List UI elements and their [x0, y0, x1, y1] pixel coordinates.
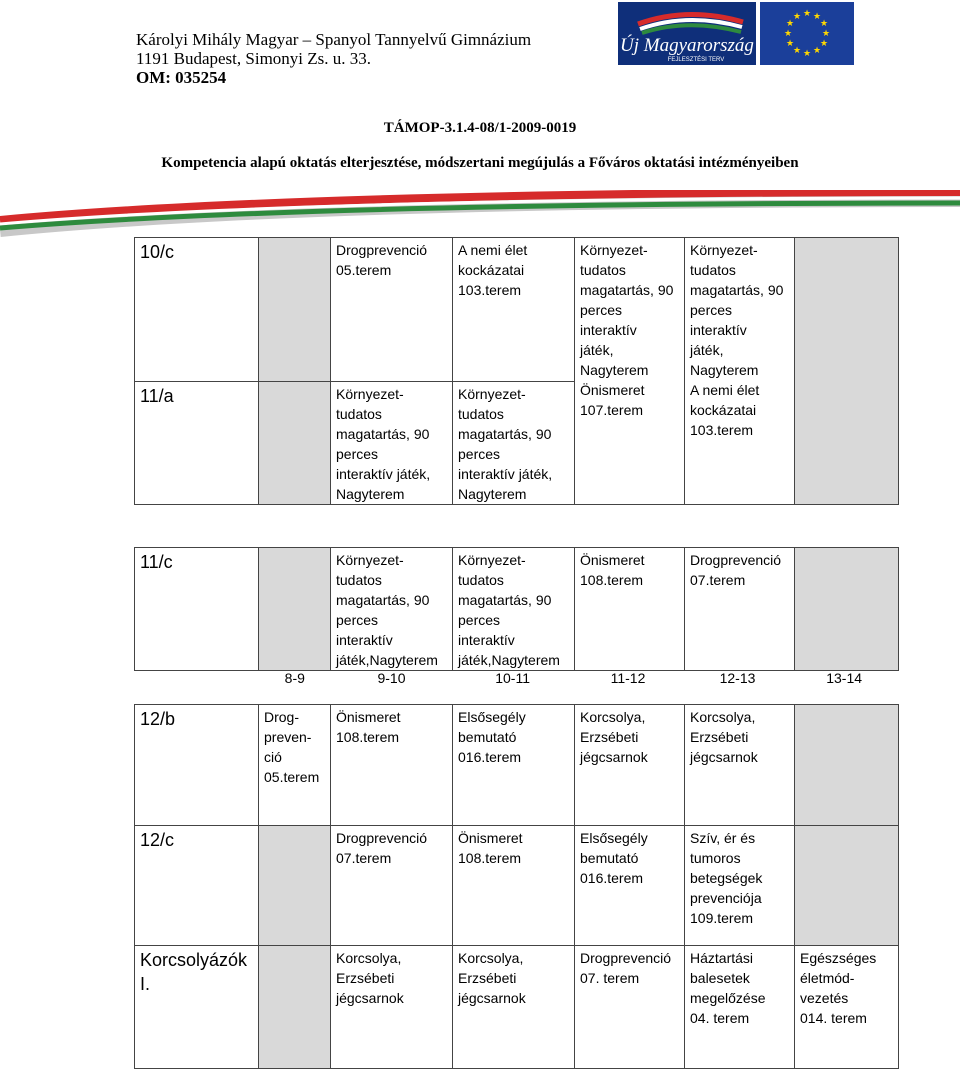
svg-text:★: ★: [802, 9, 812, 19]
class-label: 10/c: [135, 238, 259, 382]
empty-slot: [259, 238, 331, 382]
empty-slot: [795, 705, 899, 826]
schedule-cell: Korcsolya, Erzsébeti jégcsarnok: [575, 705, 685, 826]
logo-wordmark: Új Magyarország: [620, 35, 754, 56]
empty-slot: [795, 238, 899, 505]
table-row: [135, 238, 899, 382]
schedule-cell: A nemi élet kockázatai 103.terem: [453, 238, 575, 382]
schedule-cell: Drogprevenció 07.terem: [331, 826, 453, 946]
schedule-cell: Háztartási balesetek megelőzése 04. terem: [685, 946, 795, 1069]
school-address: 1191 Budapest, Simonyi Zs. u. 33.: [136, 49, 372, 68]
empty-slot: [795, 548, 899, 671]
empty-slot: [259, 946, 331, 1069]
schedule-cell: Környezet- tudatos magatartás, 90 perces interaktív játék, Nagyterem Önismeret 107.terem: [575, 238, 685, 505]
project-subtitle: Kompetencia alapú oktatás elterjesztése, módszertani megújulás a Főváros oktatási intézményeiben: [161, 155, 799, 171]
schedule-cell: Környezet- tudatos magatartás, 90 perces interaktív játék,Nagyterem: [453, 548, 575, 671]
svg-text:★: ★: [783, 29, 793, 39]
eu-flag: [760, 2, 854, 65]
svg-text:★: ★: [812, 46, 822, 56]
schedule-cell: Szív, ér és tumoros betegségek prevenciója 109.terem: [685, 826, 795, 946]
svg-text:★: ★: [819, 19, 829, 29]
svg-text:★: ★: [812, 12, 822, 22]
schedule-cell: Környezet- tudatos magatartás, 90 perces interaktív játék, Nagyterem: [453, 382, 575, 505]
time-slot-header: [135, 668, 897, 688]
schedule-table-2: [134, 547, 899, 671]
svg-text:★: ★: [802, 49, 812, 59]
table-row: [135, 548, 899, 671]
schedule-cell: Korcsolya, Erzsébeti jégcsarnok: [453, 946, 575, 1069]
svg-text:★: ★: [785, 19, 795, 29]
schedule-cell: Környezet- tudatos magatartás, 90 perces interaktív játék,Nagyterem: [331, 548, 453, 671]
tricolor-band: [0, 190, 960, 238]
schedule-cell: Drogprevenció 05.terem: [331, 238, 453, 382]
project-code: TÁMOP-3.1.4-08/1-2009-0019: [383, 120, 577, 136]
schedule-cell: Drogprevenció 07. terem: [575, 946, 685, 1069]
school-name: Károlyi Mihály Magyar – Spanyol Tannyelvű Gimnázium: [136, 30, 532, 49]
schedule-cell: Korcsolya, Erzsébeti jégcsarnok: [331, 946, 453, 1069]
schedule-cell: Környezet- tudatos magatartás, 90 perces interaktív játék, Nagyterem: [331, 382, 453, 505]
empty-slot: [795, 826, 899, 946]
schedule-table-3: [134, 704, 899, 1069]
class-label: 12/c: [135, 826, 259, 946]
schedule-cell: Elsősegély bemutató 016.terem: [575, 826, 685, 946]
class-label: 12/b: [135, 705, 259, 826]
schedule-cell: Korcsolya, Erzsébeti jégcsarnok: [685, 705, 795, 826]
svg-text:★: ★: [819, 39, 829, 49]
schedule-cell: Önismeret 108.terem: [453, 826, 575, 946]
svg-text:★: ★: [792, 12, 802, 22]
eu-stars-icon: [760, 2, 854, 65]
school-om: OM: 035254: [136, 68, 227, 87]
time-slot: 13-14: [826, 670, 863, 686]
table-row: [135, 946, 899, 1069]
svg-text:★: ★: [821, 29, 831, 39]
schedule-cell: Egészséges életmód- vezetés 014. terem: [795, 946, 899, 1069]
class-label: 11/c: [135, 548, 259, 671]
schedule-cell: Drogprevenció 07.terem: [685, 548, 795, 671]
empty-slot: [259, 548, 331, 671]
schedule-cell: Drog- preven- ció 05.terem: [259, 705, 331, 826]
time-slot: 10-11: [495, 670, 531, 686]
class-label: 11/a: [135, 382, 259, 505]
schedule-cell: Önismeret 108.terem: [575, 548, 685, 671]
schedule-cell: A nemi élet kockázatai 103.terem: [690, 382, 760, 438]
uj-magyarorszag-emblem: [618, 2, 756, 65]
schedule-cell: Önismeret 107.terem: [580, 382, 645, 418]
schedule-cell: Önismeret 108.terem: [331, 705, 453, 826]
logo-subtext: FEJLESZTÉSI TERV: [667, 57, 725, 63]
uj-magyarorszag-logo: [618, 2, 756, 65]
time-slot: 12-13: [719, 670, 756, 686]
empty-slot: [259, 826, 331, 946]
schedule-table-1: [134, 237, 899, 505]
school-info: [136, 30, 531, 87]
svg-text:★: ★: [785, 39, 795, 49]
schedule-cell: Környezet- tudatos magatartás, 90 perces interaktív játék, Nagyterem A nemi élet kockázatai 103.terem: [685, 238, 795, 505]
time-slot: 8-9: [284, 670, 305, 686]
schedule-cell: Elsősegély bemutató 016.terem: [453, 705, 575, 826]
table-row: [135, 826, 899, 946]
svg-text:★: ★: [792, 46, 802, 56]
class-label: Korcsolyázók I.: [135, 946, 259, 1069]
table-row: [135, 705, 899, 826]
empty-slot: [259, 382, 331, 505]
time-slot: 11-12: [610, 670, 646, 686]
time-slot: 9-10: [377, 670, 406, 686]
